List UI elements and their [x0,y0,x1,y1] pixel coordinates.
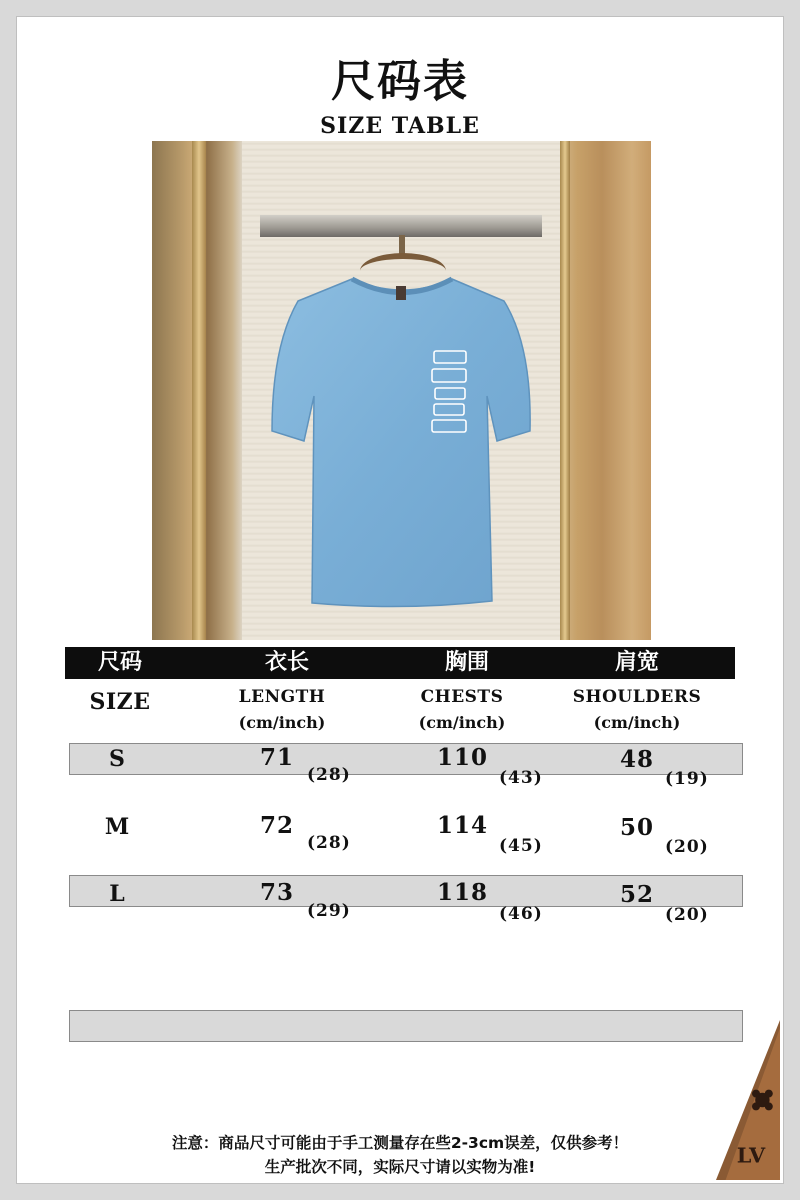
row-m-length-in: (28) [307,833,351,853]
size-chart-sheet [16,16,784,1184]
page-subtitle: SIZE TABLE [320,113,480,139]
header-shoulder-cn: 肩宽 [614,650,659,675]
row-l-length-cm: 73 [260,879,295,906]
row-s-size: S [109,746,125,772]
header-size-en: SIZE [89,689,151,715]
header-shoulders-en: SHOULDERS [572,687,702,707]
header-shoulders-unit: (cm/inch) [593,713,681,732]
note-line-2: 生产批次不同，实际尺寸请以实物为准! [264,1158,536,1176]
row-m-length-cm: 72 [260,812,295,839]
note-line-1: 注意：商品尺寸可能由于手工测量存在些2-3cm误差，仅供参考！ [171,1134,629,1152]
header-chest-cn: 胸围 [444,650,489,675]
header-length-cn: 衣长 [264,650,309,675]
row-l-size: L [109,881,125,907]
row-s-chest-cm: 110 [437,744,489,771]
row-s-length-in: (28) [307,765,351,785]
row-m-size: M [104,814,130,840]
row-m-chest-in: (45) [499,836,543,856]
tshirt-image [152,141,651,640]
leather-corner-decoration [700,1000,780,1200]
header-length-unit: (cm/inch) [238,713,326,732]
header-chests-unit: (cm/inch) [418,713,506,732]
logo-monogram-icon: LV [736,1142,766,1168]
row-s-chest-in: (43) [499,768,543,788]
row-s-shoulder-in: (19) [665,769,709,789]
row-m-shoulder-in: (20) [665,837,709,857]
row-m-shoulder-cm: 50 [620,814,655,841]
row-l-chest-cm: 118 [437,879,489,906]
row-m-chest-cm: 114 [437,812,489,839]
row-l-chest-in: (46) [499,904,543,924]
row-l-shoulder-cm: 52 [620,881,655,908]
row-l-shoulder-in: (20) [665,905,709,925]
product-photo [152,141,651,640]
header-chests-en: CHESTS [420,687,504,707]
row-s-shoulder-cm: 48 [620,746,655,773]
header-size-cn: 尺码 [97,650,142,675]
row-band-empty [69,1010,743,1042]
row-s-length-cm: 71 [260,744,295,771]
page-title: 尺码表 [331,56,469,107]
header-length-en: LENGTH [238,687,326,707]
row-l-length-in: (29) [307,901,351,921]
